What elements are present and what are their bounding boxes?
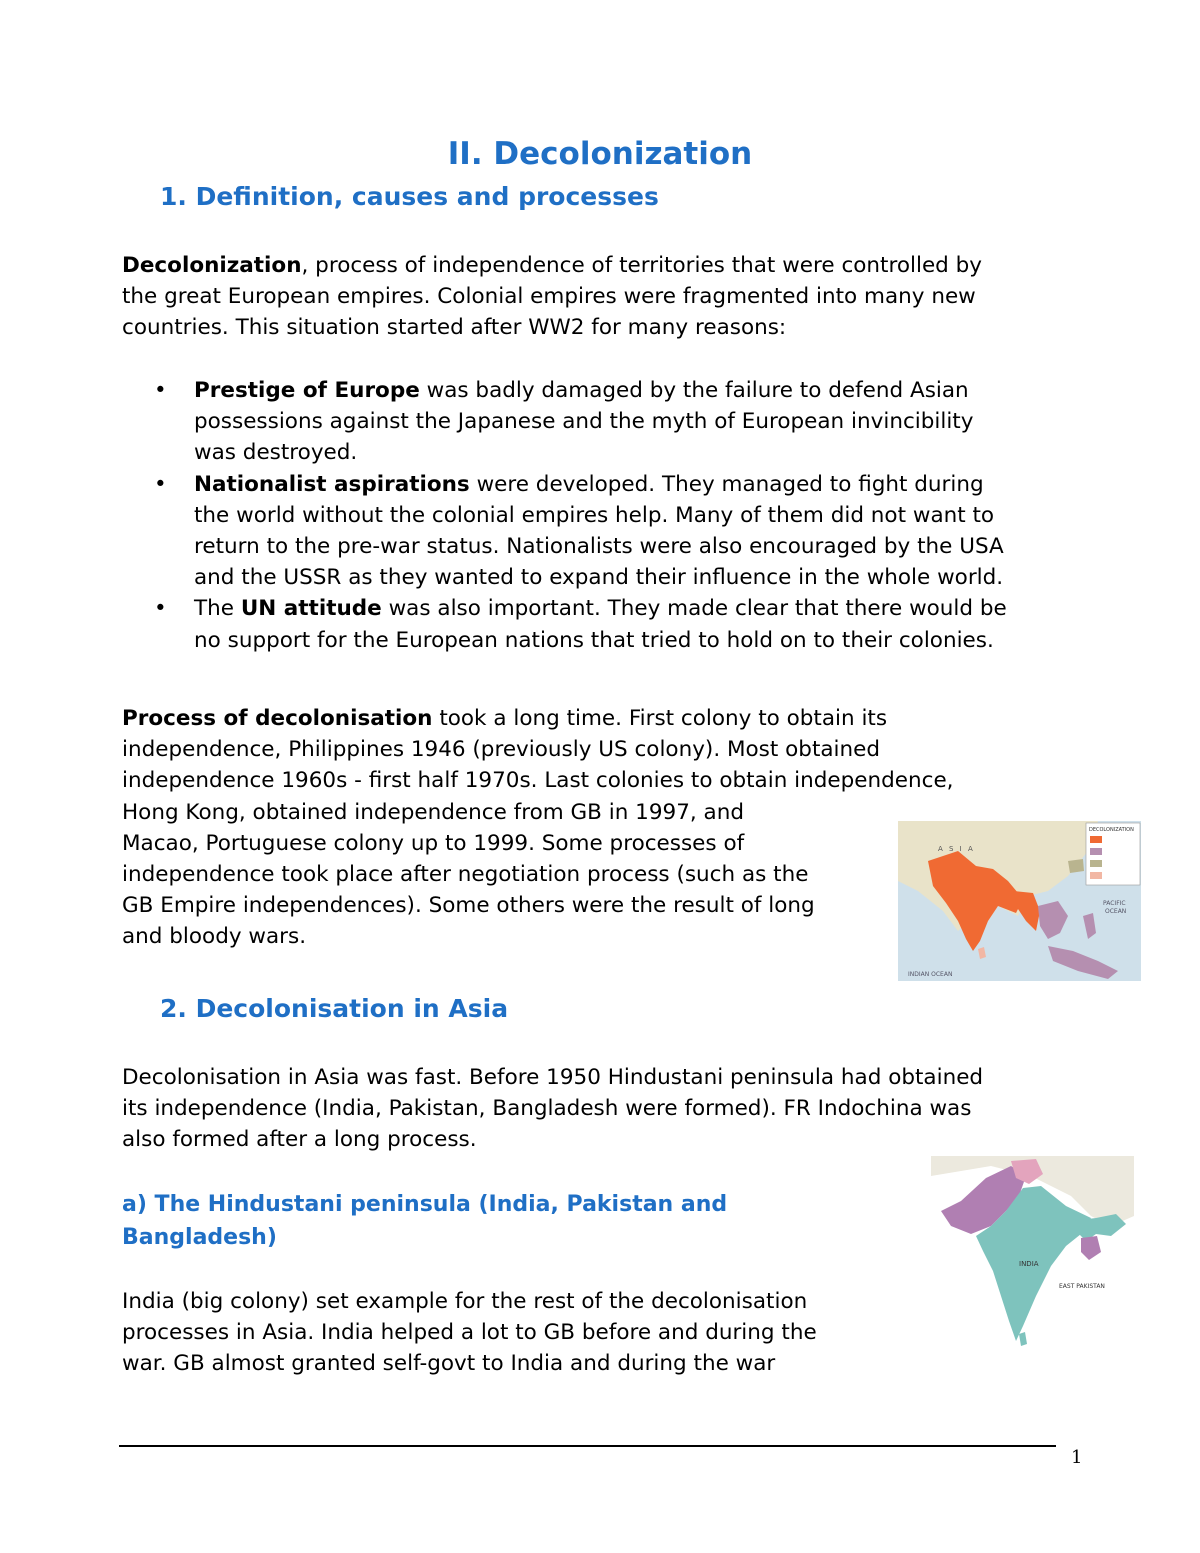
map-label-ocean: OCEAN [1105, 908, 1127, 915]
map-korea-region [1068, 859, 1084, 873]
asia-paragraph: Decolonisation in Asia was fast. Before 1950 Hindustani peninsula had obtained its independence (India, Pakistan, Bangladesh were formed). FR Indochina was also formed after a long process. [122, 1065, 984, 1153]
map-label-asia: A S I A [938, 845, 975, 853]
map2-label-india: INDIA [1019, 1260, 1039, 1268]
list-item-un-attitude: • The UN attitude was also important. They made clear that there would be no support for the European nations that tried to hold on to their colonies. [122, 593, 1102, 655]
section-heading-definition: 1. Definition, causes and processes [160, 182, 659, 211]
bullet-marker: • [154, 378, 167, 403]
process-paragraph: Process of decolonisation took a long time. First colony to obtain its independence, Philippines 1946 (previously US colony). Most obtained independence 1960s - first half 1970s. Last colonies to obtain independence, Hong Kong, obtained independence from GB in 1997, and Macao, Portuguese colony up to 1999. Some processes of independence took place after negotiation process (such as the GB Empire independences). Some others were the result of long and bloody wars. [122, 706, 954, 950]
map-label-pacific: PACIFIC [1103, 900, 1126, 907]
definition-paragraph: Decolonization, process of independence of territories that were controlled by the great European empires. Colonial empires were fragmented into many new countries. This situation started after WW2 for many reasons: [122, 253, 983, 341]
section-heading-asia: 2. Decolonisation in Asia [160, 994, 509, 1023]
page-number: 1 [1071, 1447, 1083, 1468]
india-paragraph: India (big colony) set example for the rest of the decolonisation processes in Asia. India helped a lot to GB before and during the war. GB almost granted self-govt to India and during the war [122, 1289, 817, 1377]
footer-divider [119, 1445, 1056, 1447]
india-map-image [931, 1156, 1134, 1354]
list-item-prestige: • Prestige of Europe was badly damaged by the failure to defend Asian possessions against the Japanese and the myth of European invincibility was destroyed. [122, 375, 1102, 469]
legend-swatch-red [1090, 836, 1102, 843]
bullet-marker: • [154, 471, 167, 497]
subsection-heading-hindustani: a) The Hindustani peninsula (India, Pakistan and Bangladesh) [122, 1192, 728, 1250]
bullet-marker: • [154, 596, 167, 622]
list-item-nationalist: • Nationalist aspirations were developed. They managed to fight during the world without the colonial empires help. Many of them did not want to return to the pre-war status. Nationalists were also encouraged by the USA and the USSR as they wanted to expand their influence in the whole world. [122, 469, 1102, 594]
map-label-indian-ocean: INDIAN OCEAN [908, 971, 953, 978]
asia-map-image [898, 821, 1141, 981]
causes-list [122, 375, 1102, 656]
asia-decolonization-map [898, 821, 1141, 981]
legend-swatch-pink [1090, 872, 1102, 879]
term-decolonization: Decolonization [122, 253, 302, 278]
india-partition-map [931, 1156, 1134, 1354]
map2-label-east-pakistan: EAST PAKISTAN [1059, 1283, 1105, 1290]
legend-swatch-purple [1090, 848, 1102, 855]
page-title: II. Decolonization [447, 136, 753, 172]
legend-swatch-olive [1090, 860, 1102, 867]
legend-title: DECOLONIZATION [1089, 827, 1134, 833]
term-process: Process of decolonisation [122, 706, 433, 731]
